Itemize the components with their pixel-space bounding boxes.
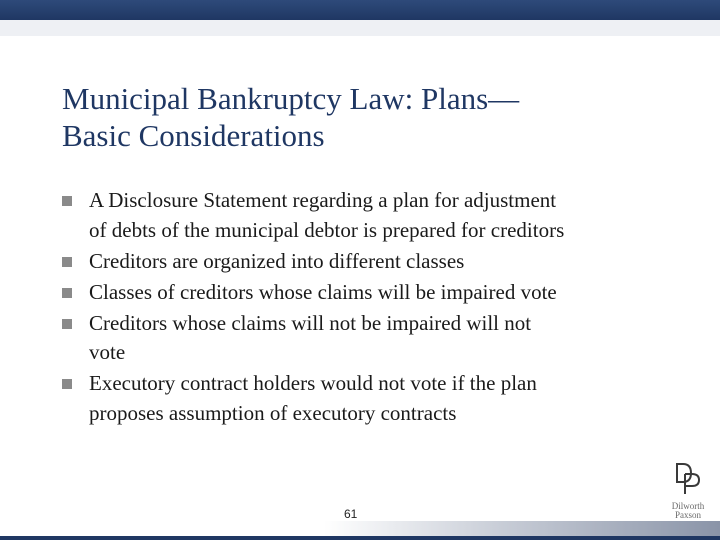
bullet-line: of debts of the municipal debtor is prepared for creditors [89, 217, 565, 242]
bullet-line: A Disclosure Statement regarding a plan for adjustment [89, 188, 557, 212]
bullet-item-unimpaired [62, 309, 662, 368]
dp-monogram-icon [674, 462, 702, 496]
bullet-list [62, 186, 662, 430]
firm-logo [664, 462, 712, 520]
square-bullet-icon [62, 379, 72, 389]
footer-edge [0, 536, 720, 540]
top-strip [0, 20, 720, 36]
slide-title-line-2: Basic Considerations [62, 118, 325, 153]
slide-title-line-1: Municipal Bankruptcy Law: Plans— [62, 81, 520, 116]
bullet-line: proposes assumption of executory contracts [89, 400, 457, 425]
bullet-item-disclosure [62, 186, 662, 245]
logo-text-line-2: Paxson [674, 510, 701, 520]
bullet-item-executory [62, 369, 662, 428]
bullet-line: Classes of creditors whose claims will be impaired vote [89, 279, 557, 304]
bullet-line: Creditors are organized into different classes [89, 248, 465, 273]
bullet-line: Creditors whose claims will not be impaired will not [89, 310, 532, 335]
page-number: 61 [344, 507, 358, 521]
square-bullet-icon [62, 196, 72, 206]
top-bar [0, 0, 720, 20]
square-bullet-icon [62, 288, 72, 298]
logo-wordmark [664, 502, 712, 520]
bullet-item-impaired-vote [62, 278, 662, 308]
logo-text-line-1: Dilworth [671, 501, 705, 511]
bullet-line: vote [89, 340, 126, 364]
bullet-item-classes [62, 247, 662, 277]
slide-title [62, 80, 682, 154]
square-bullet-icon [62, 257, 72, 267]
square-bullet-icon [62, 319, 72, 329]
bullet-line: Executory contract holders would not vote if the plan [89, 371, 537, 395]
